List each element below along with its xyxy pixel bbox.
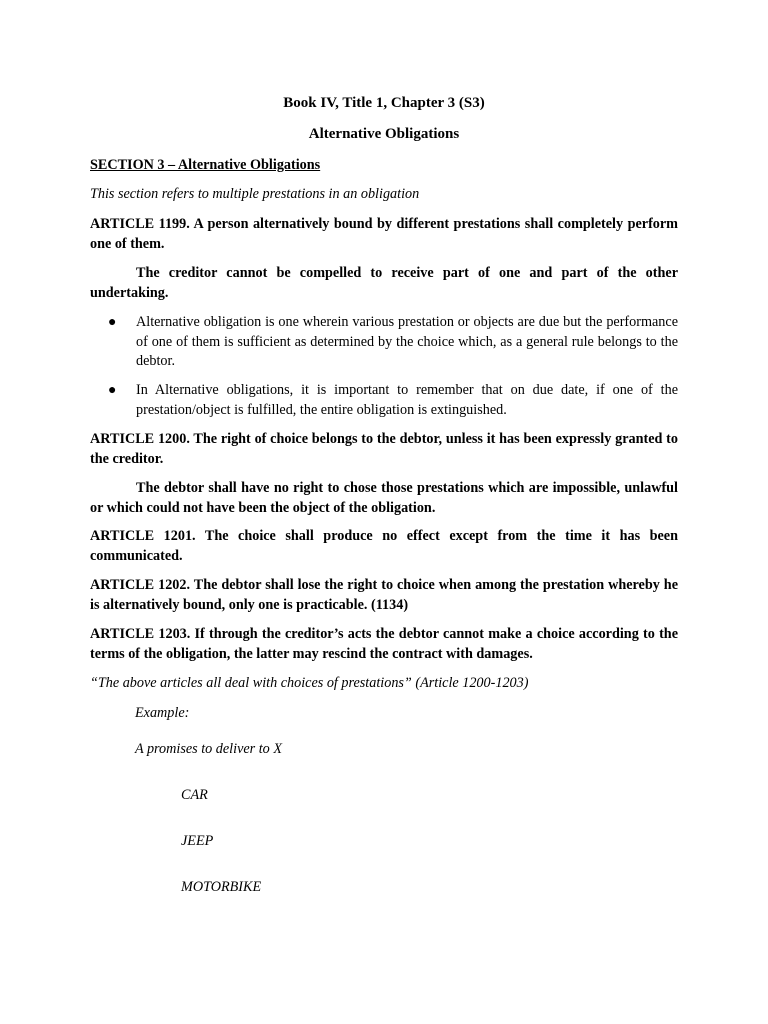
bullet-dot-icon: ● (108, 315, 117, 330)
example-item-motorbike: MOTORBIKE (181, 879, 262, 895)
bullet-dot-icon: ● (108, 383, 117, 398)
example-item-jeep: JEEP (181, 833, 214, 849)
article-1199: ARTICLE 1199. A person alternatively bound by different prestations shall completely perform one of them. (90, 216, 678, 252)
document-title: Book IV, Title 1, Chapter 3 (S3) (283, 95, 485, 111)
bullet-text: Alternative obligation is one wherein various prestation or objects are due but the performance of one of them is sufficient as determined by the choice which, as a general rule belongs to the debtor. (136, 314, 678, 369)
section-heading: SECTION 3 – Alternative Obligations (90, 157, 321, 173)
section-intro: This section refers to multiple prestations in an obligation (90, 186, 420, 202)
article-1200-paragraph-2: The debtor shall have no right to chose those prestations which are impossible, unlawful or which could not have been the object of the obligation. (90, 480, 678, 516)
bullet-text: In Alternative obligations, it is important to remember that on due date, if one of the prestation/object is fulfilled, the entire obligation is extinguished. (136, 382, 678, 418)
example-label: Example: (135, 705, 190, 721)
example-intro: A promises to deliver to X (135, 741, 282, 757)
article-1201: ARTICLE 1201. The choice shall produce no effect except from the time it has been communicated. (90, 528, 678, 564)
quote-line: “The above articles all deal with choices of prestations” (Article 1200-1203) (90, 675, 529, 691)
article-1203: ARTICLE 1203. If through the creditor’s acts the debtor cannot make a choice according to the terms of the obligation, the latter may rescind the contract with damages. (90, 626, 678, 662)
article-1200: ARTICLE 1200. The right of choice belongs to the debtor, unless it has been expressly granted to the creditor. (90, 431, 678, 467)
article-1199-paragraph-2: The creditor cannot be compelled to receive part of one and part of the other undertaking. (90, 265, 678, 301)
example-item-car: CAR (181, 787, 208, 803)
article-1202: ARTICLE 1202. The debtor shall lose the right to choice when among the prestation whereby he is alternatively bound, only one is practicable. (1134) (90, 577, 678, 613)
document-subtitle: Alternative Obligations (308, 126, 460, 142)
